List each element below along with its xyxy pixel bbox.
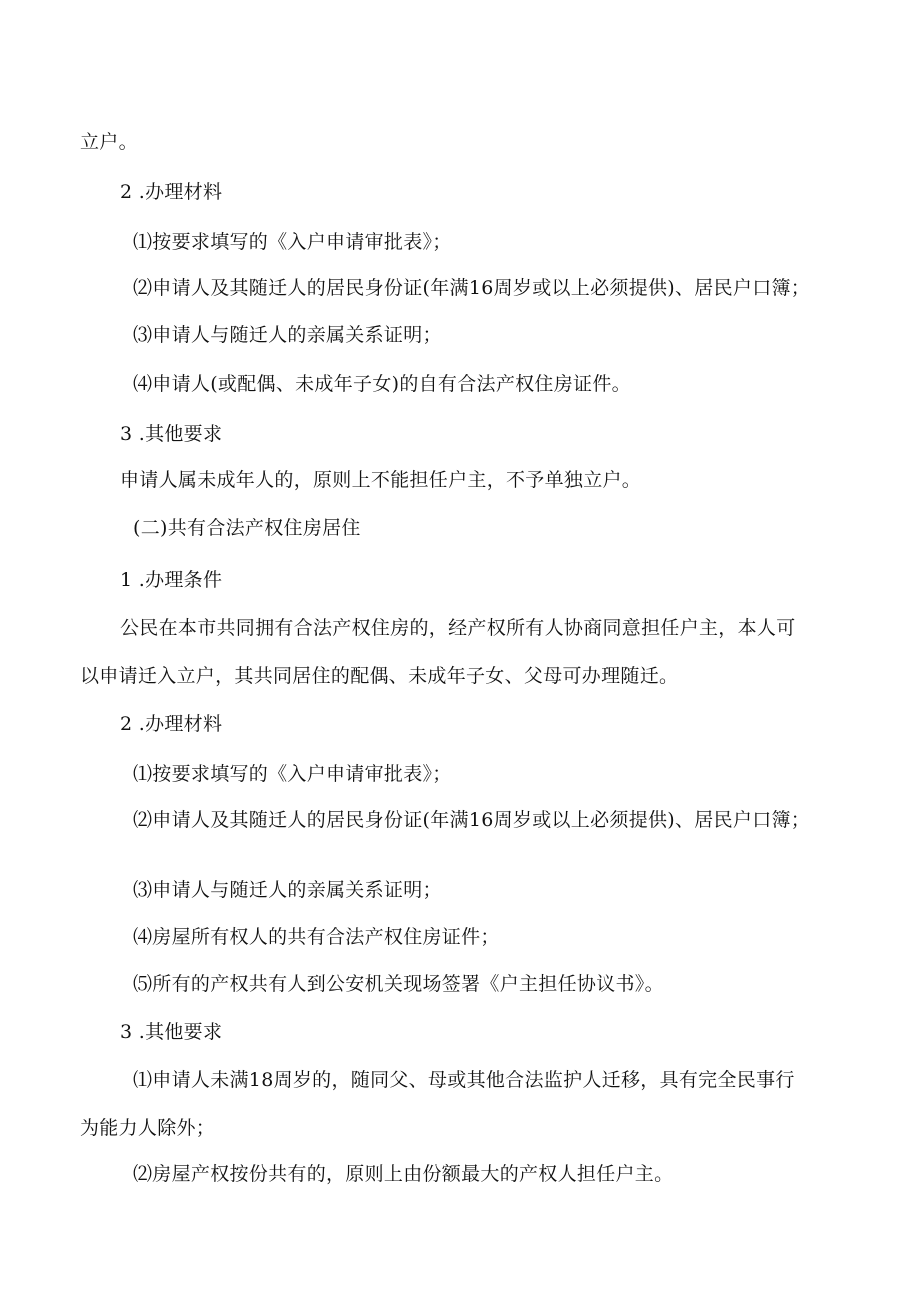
list-item: ⑴申请人未满18周岁的，随同父、母或其他合法监护人迁移，具有完全民事行 — [133, 1069, 795, 1091]
paragraph-line: 立户。 — [80, 131, 138, 153]
paragraph-line: 以申请迁入立户，其共同居住的配偶、未成年子女、父母可办理随迁。 — [80, 665, 679, 687]
list-item: ⑶申请人与随迁人的亲属关系证明； — [133, 324, 442, 346]
section-heading: 2 .办理材料 — [120, 181, 223, 203]
list-item: ⑵申请人及其随迁人的居民身份证(年满16周岁或以上必须提供)、居民户口簿； — [133, 809, 811, 831]
paragraph-line: 申请人属未成年人的，原则上不能担任户主，不予单独立户。 — [120, 469, 642, 491]
list-item: ⑸所有的产权共有人到公安机关现场签署《户主担任协议书》。 — [133, 973, 664, 995]
list-item: ⑵申请人及其随迁人的居民身份证(年满16周岁或以上必须提供)、居民户口簿； — [133, 277, 811, 299]
list-item: ⑷房屋所有权人的共有合法产权住房证件； — [133, 926, 500, 948]
paragraph-line: 公民在本市共同拥有合法产权住房的，经产权所有人协商同意担任户主，本人可 — [120, 617, 796, 639]
paragraph-line: 为能力人除外； — [80, 1117, 216, 1139]
list-item: ⑷申请人(或配偶、未成年子女)的自有合法产权住房证件。 — [133, 373, 631, 395]
section-heading: 3 .其他要求 — [120, 423, 223, 445]
list-item: ⑶申请人与随迁人的亲属关系证明； — [133, 879, 442, 901]
list-item: ⑴按要求填写的《入户申请审批表》； — [133, 763, 452, 785]
section-heading: 2 .办理材料 — [120, 713, 223, 735]
section-heading: 3 .其他要求 — [120, 1021, 223, 1043]
section-heading: 1 .办理条件 — [120, 569, 223, 591]
list-item: ⑴按要求填写的《入户申请审批表》； — [133, 231, 452, 253]
subsection-heading: (二)共有合法产权住房居住 — [133, 517, 361, 539]
list-item: ⑵房屋产权按份共有的，原则上由份额最大的产权人担任户主。 — [133, 1163, 674, 1185]
